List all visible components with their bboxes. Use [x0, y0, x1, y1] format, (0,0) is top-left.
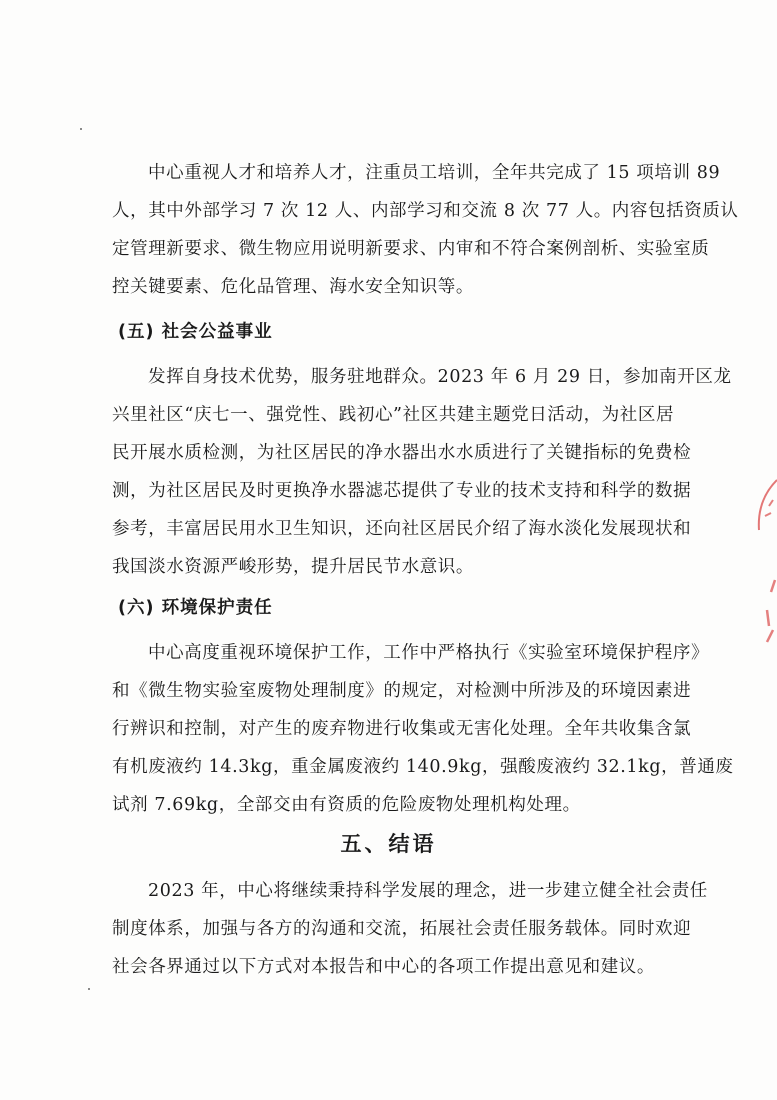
- paragraph-line: 和《微生物实验室废物处理制度》的规定，对检测中所涉及的环境因素进: [112, 681, 692, 701]
- paragraph-line: 试剂 7.69kg，全部交由有资质的危险废物处理机构处理。: [112, 795, 581, 815]
- paragraph-line: 中心高度重视环境保护工作，工作中严格执行《实验室环境保护程序》: [148, 643, 710, 663]
- seal-stamp-fragment: [747, 470, 777, 670]
- environment-paragraph: [112, 634, 734, 824]
- paragraph-line: 兴里社区“庆七一、强党性、践初心”社区共建主题党日活动，为社区居: [112, 405, 675, 425]
- paragraph-line: 制度体系，加强与各方的沟通和交流，拓展社会责任服务载体。同时欢迎: [112, 919, 692, 939]
- public-welfare-heading: (五) 社会公益事业: [118, 322, 273, 342]
- paragraph-line: 控关键要素、危化品管理、海水安全知识等。: [112, 277, 474, 297]
- paragraph-line: 发挥自身技术优势，服务驻地群众。2023 年 6 月 29 日，参加南开区龙: [148, 367, 732, 387]
- scan-speck: [80, 128, 82, 130]
- paragraph-line: 定管理新要求、微生物应用说明新要求、内审和不符合案例剖析、实验室质: [112, 239, 710, 259]
- conclusion-title: 五、结语: [340, 832, 437, 856]
- paragraph-line: 民开展水质检测，为社区居民的净水器出水水质进行了关键指标的免费检: [112, 443, 692, 463]
- training-paragraph: [112, 154, 739, 306]
- paragraph-line: 测，为社区居民及时更换净水器滤芯提供了专业的技术支持和科学的数据: [112, 481, 692, 501]
- environment-heading: (六) 环境保护责任: [118, 598, 273, 618]
- public-welfare-paragraph: [112, 358, 732, 586]
- paragraph-line: 人，其中外部学习 7 次 12 人、内部学习和交流 8 次 77 人。内容包括资质认: [112, 201, 739, 221]
- paragraph-line: 社会各界通过以下方式对本报告和中心的各项工作提出意见和建议。: [112, 957, 655, 977]
- scan-speck: [88, 988, 90, 990]
- conclusion-paragraph: [112, 872, 708, 986]
- paragraph-line: 中心重视人才和培养人才，注重员工培训，全年共完成了 15 项培训 89: [148, 163, 721, 183]
- paragraph-line: 2023 年，中心将继续秉持科学发展的理念，进一步建立健全社会责任: [148, 881, 708, 901]
- paragraph-line: 参考，丰富居民用水卫生知识，还向社区居民介绍了海水淡化发展现状和: [112, 519, 692, 539]
- paragraph-line: 行辨识和控制，对产生的废弃物进行收集或无害化处理。全年共收集含氯: [112, 719, 692, 739]
- paragraph-line: 有机废液约 14.3kg，重金属废液约 140.9kg，强酸废液约 32.1kg，普通废: [112, 757, 734, 777]
- paragraph-line: 我国淡水资源严峻形势，提升居民节水意识。: [112, 557, 474, 577]
